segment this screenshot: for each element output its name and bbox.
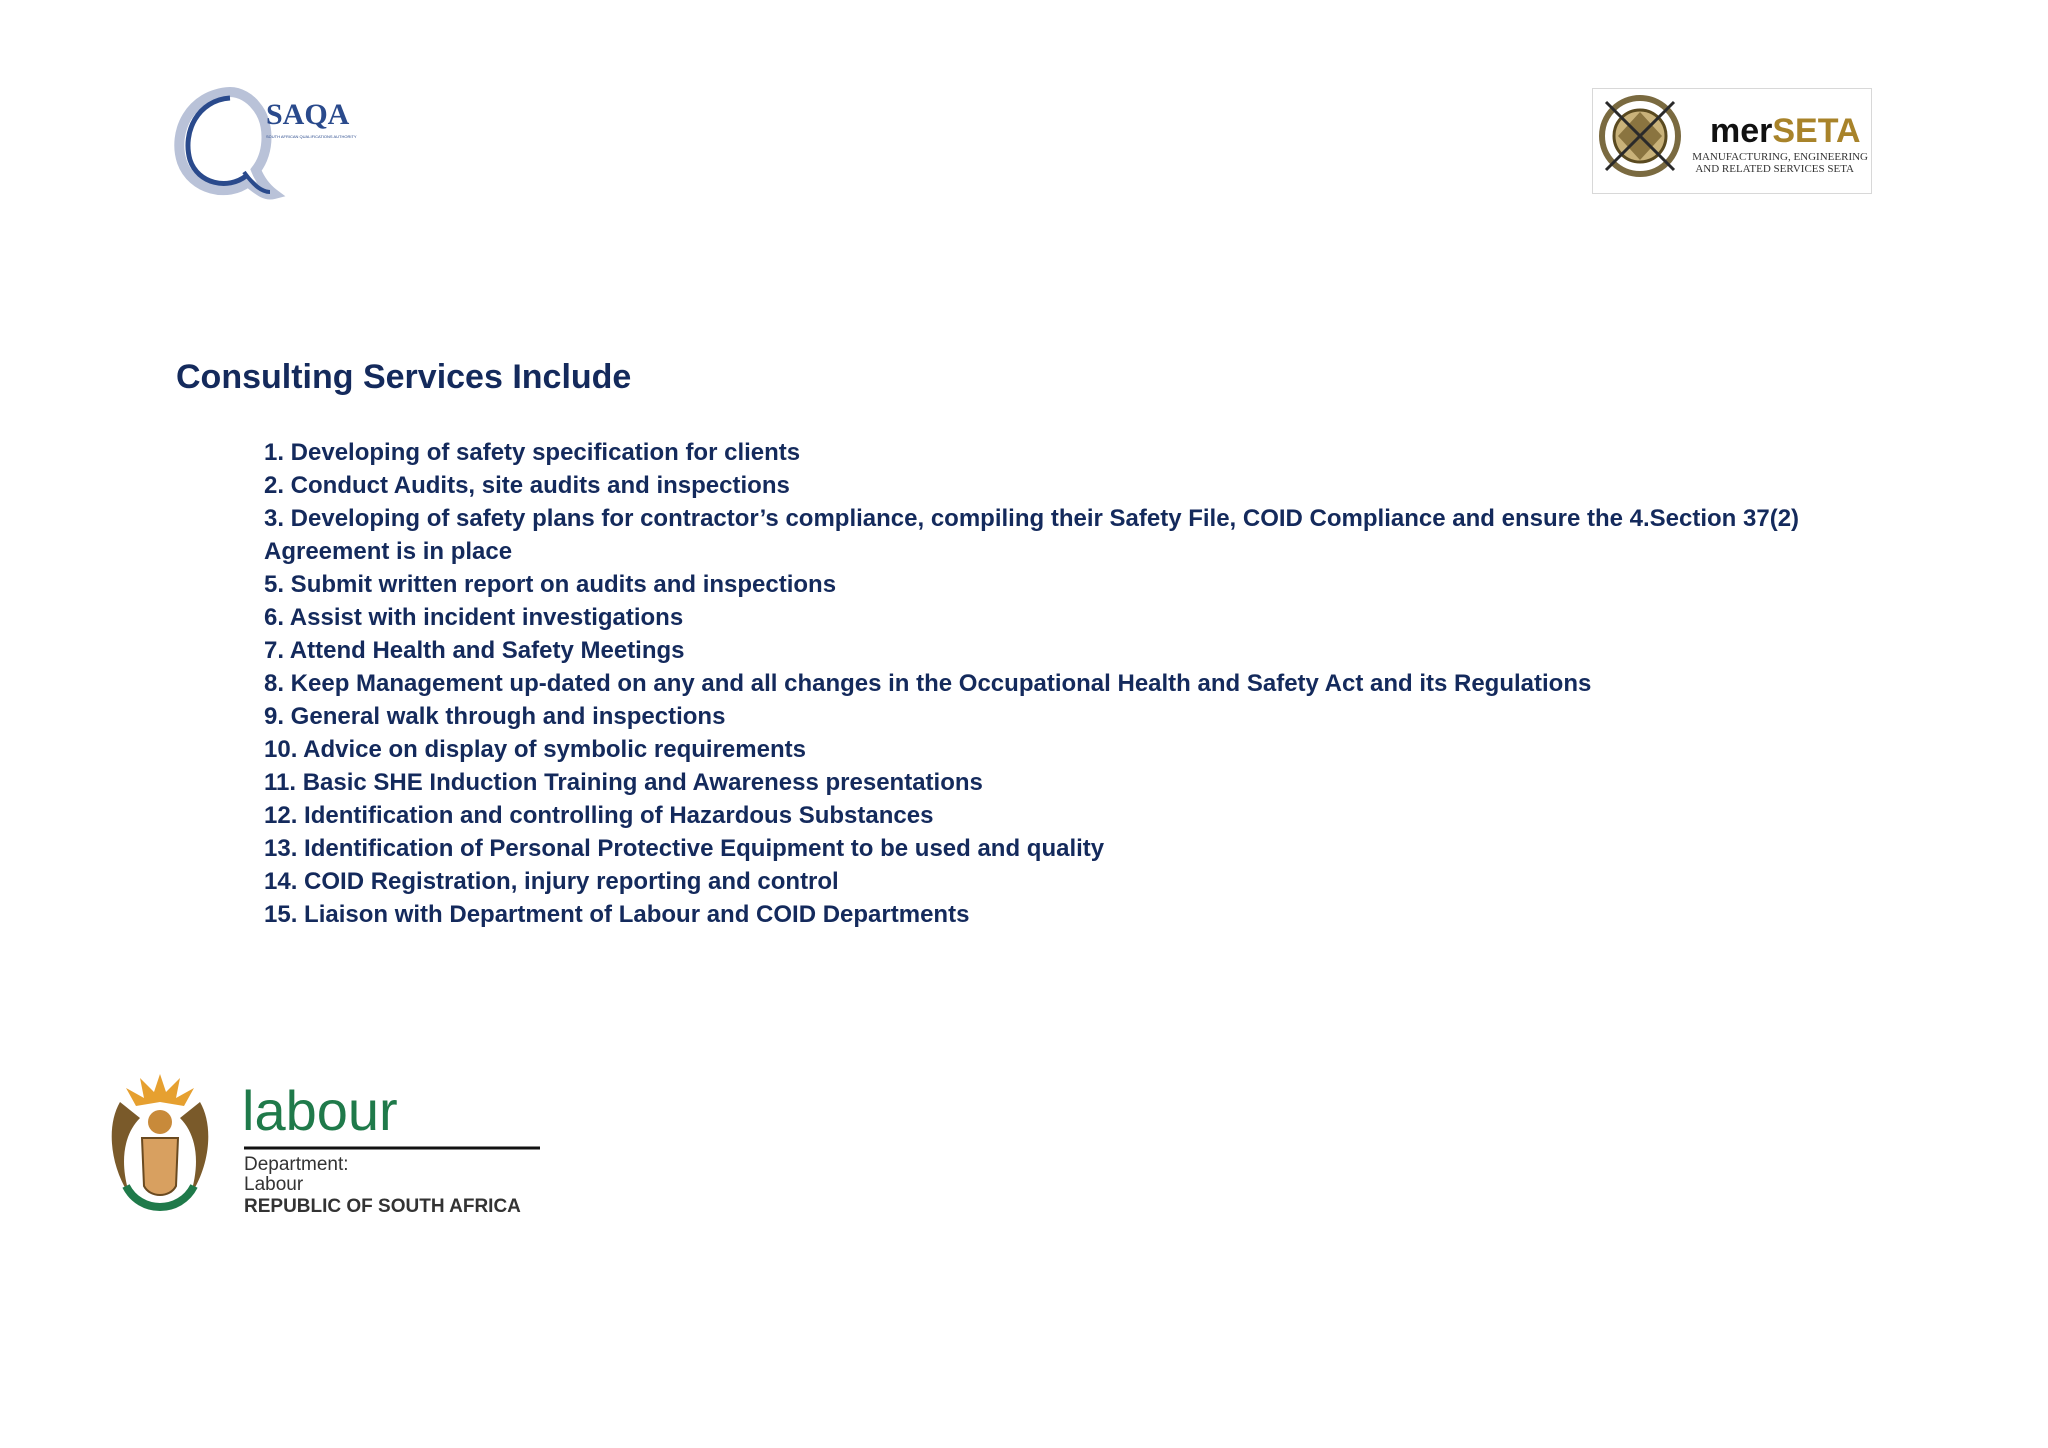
saqa-logo (170, 82, 370, 200)
merseta-logo-name-seta: SETA (1772, 112, 1861, 150)
merseta-logo-tagline-1: MANUFACTURING, ENGINEERING (1692, 151, 1868, 163)
merseta-logo-tagline-2: AND RELATED SERVICES SETA (1695, 163, 1854, 175)
service-item: 11. Basic SHE Induction Training and Awareness presentations (264, 769, 983, 796)
labour-department-name: Labour (244, 1174, 304, 1195)
service-item: Agreement is in place (264, 538, 513, 565)
labour-wordmark: labour (242, 1079, 398, 1142)
service-item: 5. Submit written report on audits and inspections (264, 571, 837, 598)
labour-country: REPUBLIC OF SOUTH AFRICA (244, 1196, 521, 1217)
service-item: 9. General walk through and inspections (264, 703, 726, 730)
saqa-logo-name: SAQA (266, 98, 350, 131)
service-item: 12. Identification and controlling of Hazardous Substances (264, 802, 934, 829)
coat-of-arms-icon (112, 1074, 209, 1207)
saqa-logo-tagline: SOUTH AFRICAN QUALIFICATIONS AUTHORITY (266, 134, 357, 139)
page-heading: Consulting Services Include (176, 358, 632, 396)
service-item: 7. Attend Health and Safety Meetings (264, 637, 685, 664)
service-item: 14. COID Registration, injury reporting and control (264, 868, 839, 895)
service-item: 10. Advice on display of symbolic requirements (264, 736, 806, 763)
svg-text:merSETA (1710, 112, 1861, 150)
merseta-logo-name-mer: mer (1710, 112, 1773, 150)
service-item: 2. Conduct Audits, site audits and inspections (264, 472, 790, 499)
labour-department-label: Department: (244, 1154, 349, 1175)
service-item: 1. Developing of safety specification for clients (264, 439, 801, 466)
service-item: 8. Keep Management up-dated on any and all changes in the Occupational Health and Safety Act and its Regulations (264, 670, 1592, 697)
service-item: 15. Liaison with Department of Labour and COID Departments (264, 901, 970, 928)
service-item: 6. Assist with incident investigations (264, 604, 684, 631)
service-item: 3. Developing of safety plans for contractor’s compliance, compiling their Safety File, COID Compliance and ensure the 4.Section 37(2) (264, 505, 1800, 532)
services-list (264, 436, 1864, 931)
labour-logo (100, 1066, 545, 1231)
service-item: 13. Identification of Personal Protective Equipment to be used and quality (264, 835, 1105, 862)
merseta-logo (1592, 88, 1872, 194)
